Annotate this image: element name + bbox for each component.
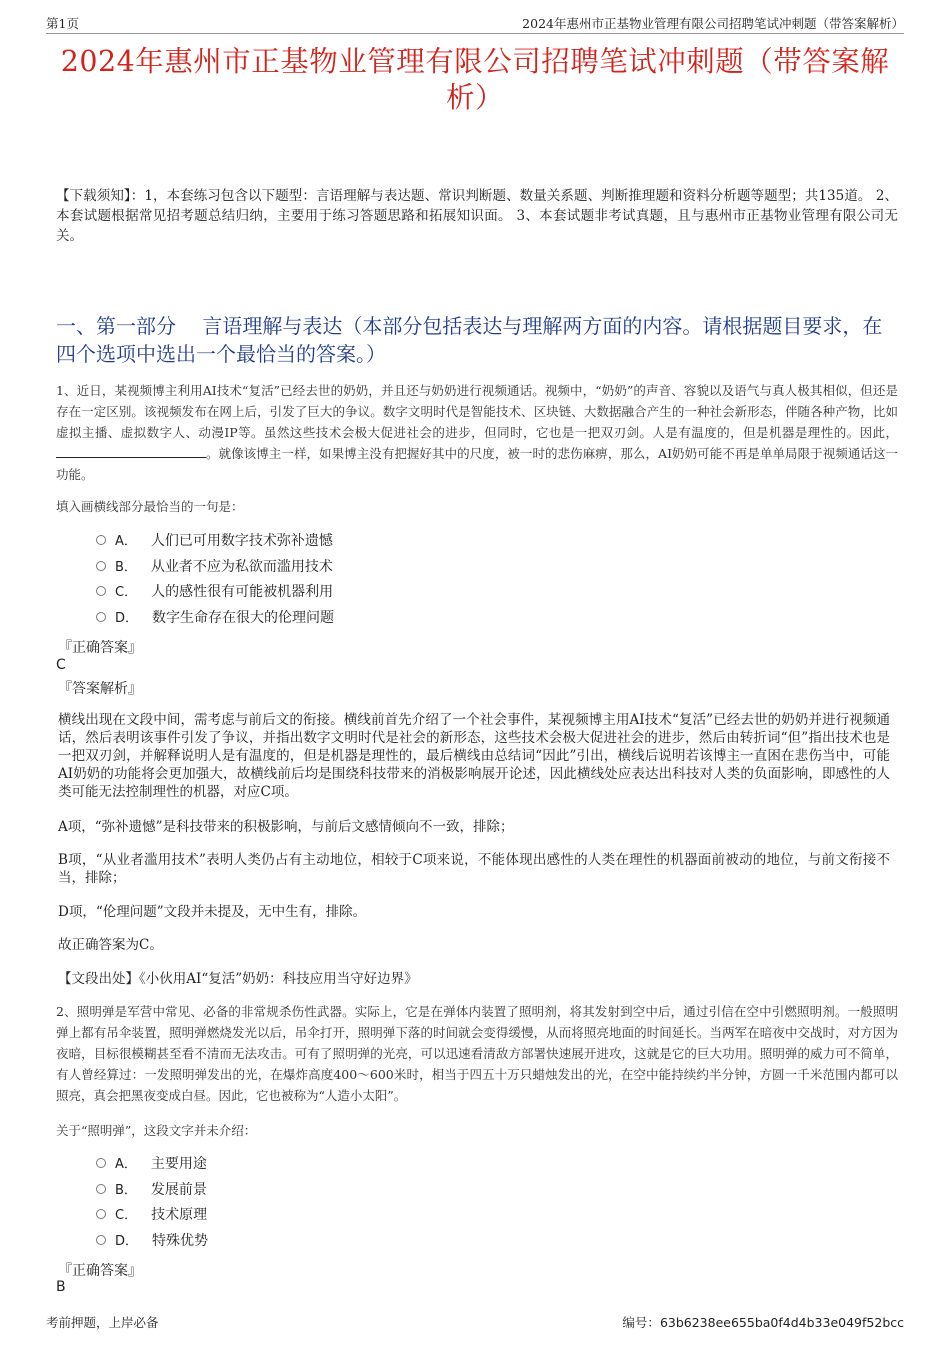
correct-answer: B <box>56 1279 66 1295</box>
radio-icon[interactable] <box>96 561 106 571</box>
option-c[interactable]: C． 技术原理 <box>96 1203 208 1229</box>
option-b[interactable]: B． 从业者不应为私欲而滥用技术 <box>96 555 334 581</box>
header-doc-title: 2024年惠州市正基物业管理有限公司招聘笔试冲刺题（带答案解析） <box>522 16 904 31</box>
radio-icon[interactable] <box>96 1209 106 1219</box>
question-1-text-before: 1、近日，某视频博主利用AI技术“复活”已经去世的奶奶，并且还与奶奶进行视频通话。视频中，“奶奶”的声音、容貌以及语气与真人极其相似，但还是存在一定区别。该视频发布在网上后，引发了巨大的争议。数字文明时代是智能技术、区块链、大数据融合产生的一种社会新形态，伴随各种产物，比如虚拟主播、虚拟数字人、动漫IP等。虽然这些技术会极大促进社会的进步，但同时，它也是一把双刃剑。人是有温度的，但是机器是理性的。因此， <box>56 383 898 440</box>
question-1-text <box>56 380 898 485</box>
header-divider <box>46 33 904 34</box>
analysis-option-b: B项，“从业者滥用技术”表明人类仍占有主动地位，相较于C项来说，不能体现出感性的人类在理性的机器面前被动的地位，与前文衔接不当，排除； <box>58 852 890 886</box>
footer-slogan: 考前押题，上岸必备 <box>46 1315 159 1330</box>
option-b[interactable]: B． 发展前景 <box>96 1178 208 1204</box>
option-d[interactable]: D． 数字生命存在很大的伦理问题 <box>96 606 334 632</box>
fill-blank <box>56 445 206 458</box>
analysis-option-a: A项，“弥补遗憾”是科技带来的积极影响，与前后文感情倾向不一致，排除； <box>58 819 514 835</box>
option-a[interactable]: A． 主要用途 <box>96 1152 208 1178</box>
option-c[interactable]: C． 人的感性很有可能被机器利用 <box>96 580 334 606</box>
radio-icon[interactable] <box>96 586 106 596</box>
page-number: 第1页 <box>46 16 79 31</box>
question-2-text: 2、照明弹是军营中常见、必备的非常规杀伤性武器。实际上，它是在弹体内装置了照明剂，将其发射到空中后，通过引信在空中引燃照明剂。一般照明弹上都有吊伞装置，照明弹燃烧发光以后，吊伞打开，照明弹下落的时间就会变得缓慢，从而将照亮地面的时间延长。当两军在暗夜中交战时，对方因为夜暗，目标很模糊甚至看不清而无法攻击。可有了照明弹的光亮，可以迅速看清敌方部署快速展开进攻，这就是它的巨大功用。照明弹的威力可不简单，有人曾经算过：一发照明弹发出的光，在爆炸高度400～600米时，相当于四五十万只蜡烛发出的光，在空中能持续约半分钟，方圆一千米范围内都可以照亮，真会把黑夜变成白昼。因此，它也被称为“人造小太阳”。 <box>56 1004 898 1103</box>
question-1-options <box>96 529 334 631</box>
page-title: 2024年惠州市正基物业管理有限公司招聘笔试冲刺题（带答案解析） <box>60 45 890 114</box>
radio-icon[interactable] <box>96 1158 106 1168</box>
question-1-text-after: 。就像该博主一样，如果博主没有把握好其中的尺度，被一时的悲伤麻痹，那么，AI奶奶可能不再是单单局限于视频通话这一功能。 <box>56 446 898 482</box>
analysis-option-d: D项，“伦理问题”文段并未提及，无中生有，排除。 <box>58 904 367 920</box>
analysis-label: 『答案解析』 <box>58 681 142 697</box>
analysis-paragraph: 横线出现在文段中间，需考虑与前后文的衔接。横线前首先介绍了一个社会事件，某视频博主用AI技术“复活”已经去世的奶奶并进行视频通话，然后表明该事件引发了争议，并指出数字文明时代是社会的新形态，这些技术会极大促进社会的进步，然后由转折词“但”指出技术也是一把双刃剑，并解释说明人是有温度的，但是机器是理性的，最后横线由总结词“因此”引出，横线后说明若该博主一直困在悲伤当中，可能AI奶奶的功能将会更加强大，故横线前后均是围绕科技带来的消极影响展开论述，因此横线处应表达出科技对人类的负面影响，即感性的人类可能无法控制理性的机器，对应C项。 <box>58 712 890 800</box>
document-code: 编号：63b6238ee655ba0f4d4b33e049f52bcc <box>622 1315 904 1330</box>
question-1-prompt: 填入画横线部分最恰当的一句是： <box>56 499 244 514</box>
radio-icon[interactable] <box>96 535 106 545</box>
radio-icon[interactable] <box>96 1235 106 1245</box>
option-a[interactable]: A． 人们已可用数字技术弥补遗憾 <box>96 529 334 555</box>
question-2-prompt: 关于“照明弹”，这段文字并未介绍： <box>56 1123 257 1138</box>
correct-answer-label: 『正确答案』 <box>58 1263 142 1279</box>
text-source: 【文段出处】《小伙用AI“复活”奶奶：科技应用当守好边界》 <box>58 971 418 987</box>
section-heading: 一、第一部分 言语理解与表达（本部分包括表达与理解两方面的内容。请根据题目要求，在四个选项中选出一个最恰当的答案。） <box>56 314 883 366</box>
page-header <box>46 14 904 32</box>
radio-icon[interactable] <box>96 1184 106 1194</box>
correct-answer: C <box>56 657 66 673</box>
question-2-options <box>96 1152 208 1254</box>
option-d[interactable]: D． 特殊优势 <box>96 1229 208 1255</box>
correct-answer-label: 『正确答案』 <box>58 640 142 656</box>
download-notice: 【下载须知】：1，本套练习包含以下题型：言语理解与表达题、常识判断题、数量关系题、判断推理题和资料分析题等题型；共135道。 2、本套试题根据常见招考题总结归纳，主要用于练习答题思路和拓展知识面。 3、本套试题非考试真题，且与惠州市正基物业管理有限公司无关。 <box>56 188 898 244</box>
analysis-conclusion: 故正确答案为C。 <box>58 937 163 953</box>
radio-icon[interactable] <box>96 612 106 622</box>
